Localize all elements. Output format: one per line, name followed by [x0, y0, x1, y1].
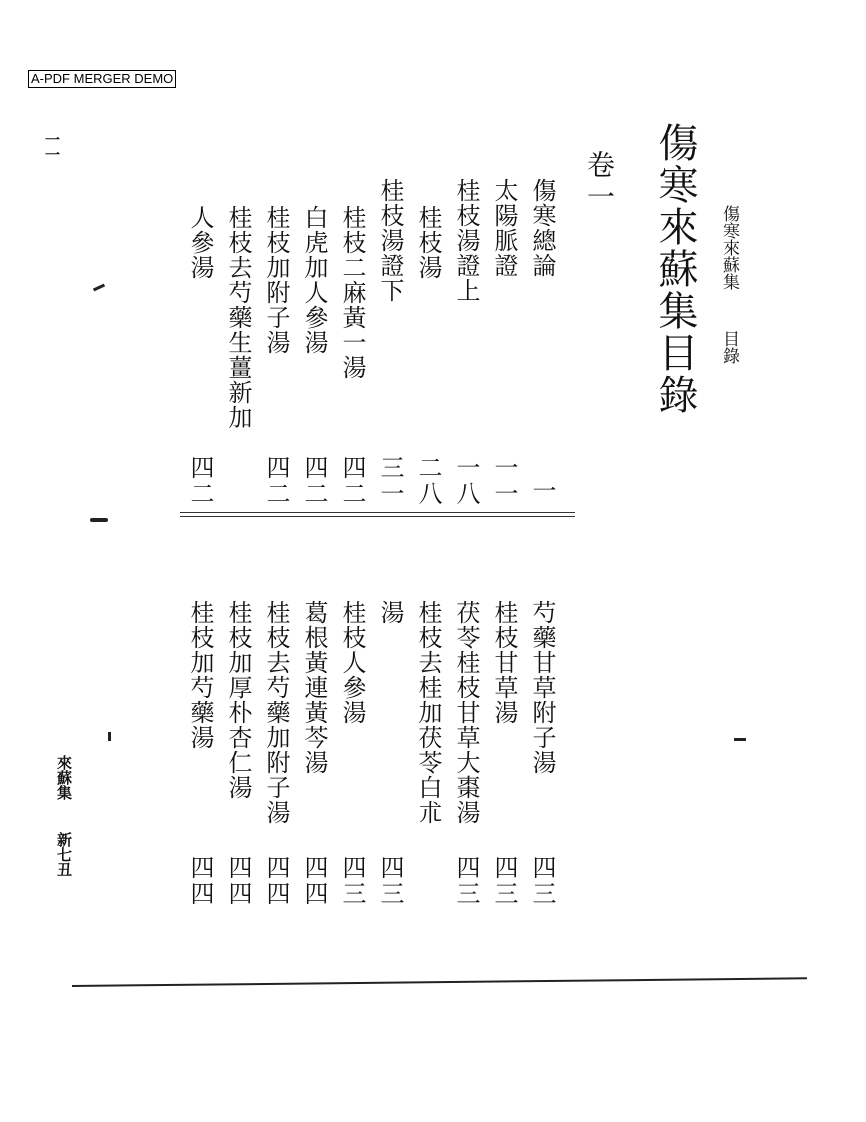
scan-speck	[90, 518, 108, 522]
toc-entry-page: 一	[528, 478, 556, 504]
toc-entry-title: 人參湯	[186, 205, 214, 280]
scan-speck	[108, 732, 111, 741]
toc-entry-title: 桂枝湯	[414, 205, 442, 280]
toc-entry-title: 湯	[376, 600, 404, 625]
toc-entry-title: 桂枝去芍藥加附子湯	[262, 600, 290, 825]
running-header-section: 目錄	[719, 330, 739, 364]
toc-entry-page: 四二	[300, 455, 328, 507]
toc-entry-title: 傷寒總論	[528, 178, 556, 278]
toc-entry-page: 四二	[262, 455, 290, 507]
toc-entry-page: 四三	[452, 855, 480, 907]
volume-heading: 卷一	[583, 150, 616, 214]
running-header-book: 傷寒來蘇集	[719, 205, 739, 290]
toc-entry-page: 四二	[186, 455, 214, 507]
toc-entry-title: 太陽脈證	[490, 178, 518, 278]
toc-entry-title: 桂枝湯證上	[452, 178, 480, 303]
demo-watermark-stamp: A-PDF MERGER DEMO	[28, 70, 176, 88]
toc-entry-page: 四四	[262, 855, 290, 907]
toc-entry-title: 桂枝二麻黃一湯	[338, 205, 366, 380]
toc-entry-page: 三一	[376, 455, 404, 507]
toc-entry-page: 四四	[186, 855, 214, 907]
toc-entry-page: 四三	[528, 855, 556, 907]
toc-entry-title: 桂枝湯證下	[376, 178, 404, 303]
toc-entry-title: 桂枝去芍藥生薑新加	[224, 205, 252, 430]
page-bottom-rule	[72, 977, 807, 987]
toc-entry-title: 葛根黃連黃芩湯	[300, 600, 328, 775]
toc-entry-title: 茯苓桂枝甘草大棗湯	[452, 600, 480, 825]
toc-entry-title: 桂枝加附子湯	[262, 205, 290, 355]
margin-book-mark: 來蘇集	[55, 755, 73, 800]
scan-speck	[734, 738, 746, 741]
toc-entry-page: 一一	[490, 455, 518, 507]
toc-entry-page: 四三	[338, 855, 366, 907]
section-divider	[180, 512, 575, 517]
toc-entry-title: 桂枝加厚朴杏仁湯	[224, 600, 252, 800]
toc-entry-title: 桂枝加芍藥湯	[186, 600, 214, 750]
toc-entry-page: 一八	[452, 455, 480, 507]
scan-speck	[93, 284, 105, 292]
toc-entry-page: 四四	[300, 855, 328, 907]
toc-entry-title: 芍藥甘草附子湯	[528, 600, 556, 775]
toc-entry-page: 四二	[338, 455, 366, 507]
toc-entry-page: 四三	[490, 855, 518, 907]
margin-page-mark: 一一	[43, 132, 61, 162]
margin-press-mark: 新七丑	[55, 832, 73, 877]
book-title: 傷寒來蘇集目錄	[652, 122, 698, 416]
toc-entry-title: 桂枝甘草湯	[490, 600, 518, 725]
toc-entry-title: 白虎加人參湯	[300, 205, 328, 355]
toc-entry-page: 四三	[376, 855, 404, 907]
toc-entry-page: 二八	[414, 455, 442, 507]
toc-entry-title: 桂枝去桂加茯苓白朮	[414, 600, 442, 825]
toc-entry-title: 桂枝人參湯	[338, 600, 366, 725]
toc-entry-page: 四四	[224, 855, 252, 907]
